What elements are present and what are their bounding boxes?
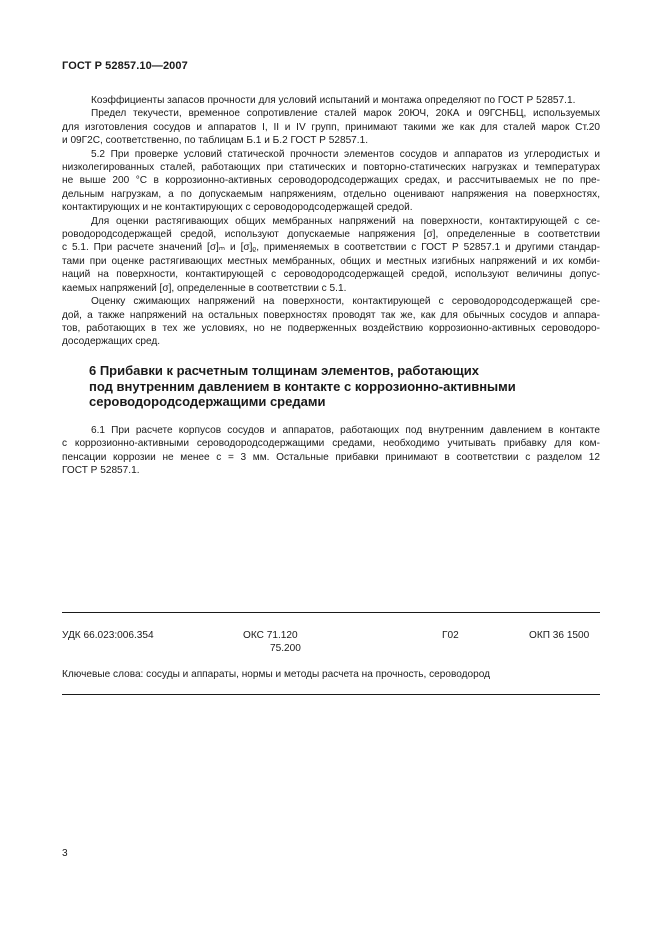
text-line: досодержащих сред. bbox=[62, 336, 161, 348]
heading-line: под внутренним давлением в контакте с коррозионно-активными bbox=[89, 378, 516, 394]
oks-code-line: 75.200 bbox=[270, 643, 301, 655]
paragraph-6-1 bbox=[62, 424, 600, 478]
keywords: Ключевые слова: сосуды и аппараты, нормы и методы расчета на прочность, сероводород bbox=[62, 669, 491, 680]
udk-code: УДК 66.023:006.354 bbox=[62, 630, 154, 641]
footer-divider-bottom bbox=[62, 694, 600, 695]
text-line: не выше 200 °С в коррозионно-активных сероводородсодержащих средах, и рассчитываемых не по пре- bbox=[62, 175, 600, 187]
oks-code-line: ОКС 71.120 bbox=[243, 630, 298, 641]
paragraph-tensile-stresses bbox=[62, 215, 600, 295]
text-line: Для оценки растягивающих общих мембранных напряжений на поверхности, контактирующей с се- bbox=[91, 215, 600, 227]
paragraph-yield-strength bbox=[62, 107, 600, 147]
text-line: 6.1 При расчете корпусов сосудов и аппаратов, работающих под внутренним давлением в контакте bbox=[91, 425, 600, 436]
text-line: и 09Г2С, соответственно, по таблицам Б.1 и Б.2 ГОСТ Р 52857.1. bbox=[62, 135, 369, 147]
text-line: пенсации коррозии не менее с = 3 мм. Остальные прибавки принимают в соответствии с разделом 12 bbox=[62, 451, 600, 463]
heading-line: сероводородсодержащими средами bbox=[89, 394, 326, 410]
text-line: каемых напряжений [σ], определенные в соответствии с 5.1. bbox=[62, 282, 347, 294]
text-line: ГОСТ Р 52857.1. bbox=[62, 465, 140, 477]
text-line: контактирующих и не контактирующих с сероводородсодержащей средой. bbox=[62, 202, 413, 214]
heading-line: 6 Прибавки к расчетным толщинам элементов, работающих bbox=[89, 363, 479, 378]
section-6-text bbox=[62, 424, 600, 478]
text-line: для изготовления сосудов и аппаратов I, II и IV групп, принимают такими же как для сталей марок Ст.20 bbox=[62, 121, 600, 133]
main-text bbox=[62, 94, 600, 349]
text-line: с 5.1. При расчете значений [σ]ₘ и [σ]ᵨ, применяемых в соответствии с ГОСТ Р 52857.1 и другими стандар- bbox=[62, 242, 600, 254]
text-line: низколегированных сталей, работающих при статических и повторно-статических нагрузках и температурах bbox=[62, 162, 600, 174]
document-designation: ГОСТ Р 52857.10—2007 bbox=[62, 60, 188, 72]
section-6-heading bbox=[89, 363, 589, 410]
okp-code: ОКП 36 1500 bbox=[529, 630, 590, 641]
text-line: роводородсодержащей средой, используют допускаемые напряжения [σ], определенные в соответствии bbox=[62, 229, 600, 241]
text-line: Предел текучести, временное сопротивление сталей марок 20ЮЧ, 20КА и 09ГСНБЦ, используемых bbox=[91, 108, 600, 120]
oks-code bbox=[243, 629, 301, 656]
text-line: тов, работающих в тех же условиях, но не подверженных воздействию коррозионно-активных сероводоро- bbox=[62, 322, 600, 334]
text-line: наций на поверхности, контактирующей с сероводородсодержащей средой, используют величины допус- bbox=[62, 269, 600, 281]
text-line: тами при оценке растягивающих местных мембранных, общих и местных изгибных напряжений и их комби- bbox=[62, 255, 600, 267]
text-line: Оценку сжимающих напряжений на поверхности, контактирующей с сероводородсодержащей сре- bbox=[91, 296, 600, 308]
paragraph-compressive-stresses bbox=[62, 295, 600, 349]
text-line: с коррозионно-активными сероводородсодержащими средами, необходимо учитывать прибавку для ком- bbox=[62, 438, 600, 450]
text-line: 5.2 При проверке условий статической прочности элементов сосудов и аппаратов из углеродистых и bbox=[91, 148, 600, 160]
paragraph-5-2 bbox=[62, 148, 600, 215]
text-line: дельным нагрузкам, а по допускаемым напряжениям, отдельно оценивают напряжения на поверхностях, bbox=[62, 188, 600, 200]
paragraph-safety-factors bbox=[62, 94, 600, 107]
footer-divider-top bbox=[62, 612, 600, 613]
text-line: Коэффициенты запасов прочности для условий испытаний и монтажа определяют по ГОСТ Р 52857.1. bbox=[91, 95, 576, 106]
text-line: дой, а также напряжений на остальных поверхностях проводят так же, как для обычных сосудов и аппара- bbox=[62, 309, 600, 321]
page-number: 3 bbox=[62, 848, 68, 859]
group-code: Г02 bbox=[442, 630, 459, 641]
